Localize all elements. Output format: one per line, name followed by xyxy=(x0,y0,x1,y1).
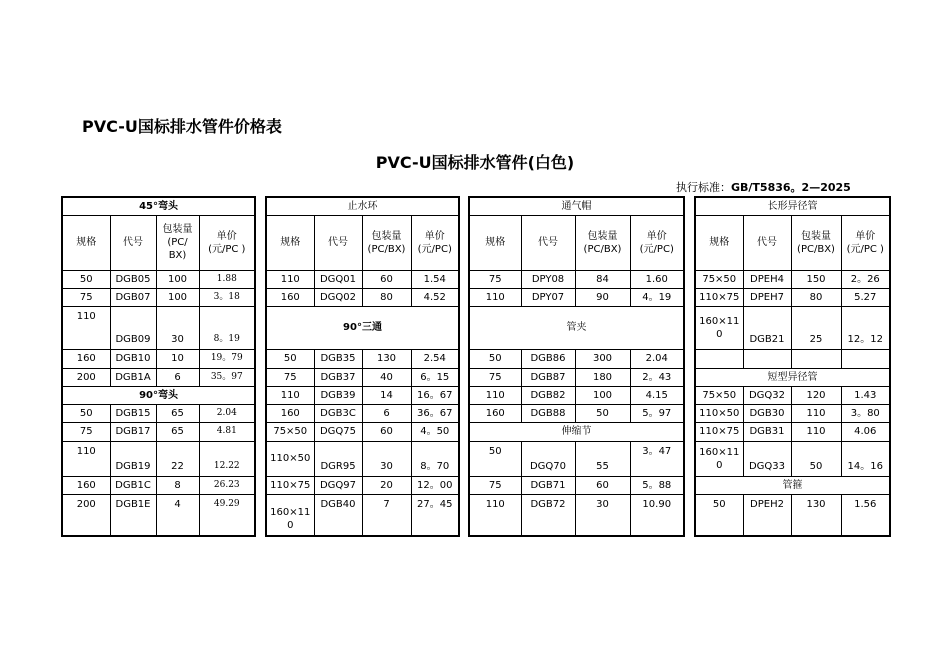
table-cell: DGB40 xyxy=(314,494,362,536)
header-code: 代号 xyxy=(743,215,791,270)
table-cell: 90 xyxy=(575,288,630,306)
table-cell: 110 xyxy=(791,422,841,441)
header-code: 代号 xyxy=(110,215,156,270)
table-cell: 130 xyxy=(791,494,841,536)
table-cell: 1.56 xyxy=(841,494,890,536)
table-cell: DPEH4 xyxy=(743,270,791,288)
table-cell: 2。43 xyxy=(630,368,684,386)
table-cell: 4.15 xyxy=(630,386,684,404)
table-cell: 75 xyxy=(469,368,521,386)
table-row xyxy=(266,368,459,386)
table-cell: 4 xyxy=(156,494,199,536)
table-row xyxy=(266,494,459,536)
table-cell: 110×75 xyxy=(695,422,743,441)
table-cell: 8 xyxy=(156,476,199,494)
header-spec: 规格 xyxy=(62,215,110,270)
table-cell: 5。88 xyxy=(630,476,684,494)
table-cell: 60 xyxy=(362,270,411,288)
price-table-1 xyxy=(61,196,256,537)
table-cell: 35。97 xyxy=(199,368,255,386)
header-price: 单价 (元/PC) xyxy=(630,215,684,270)
standard-value: GB/T5836。2—2025 xyxy=(731,181,851,194)
table-row xyxy=(62,494,255,536)
price-table-2 xyxy=(265,196,460,537)
table-cell: 12。00 xyxy=(411,476,459,494)
table-cell: DGQ75 xyxy=(314,422,362,441)
table-row xyxy=(62,288,255,306)
table-cell: 75 xyxy=(469,270,521,288)
table-cell: 110×75 xyxy=(266,476,314,494)
header-spec: 规格 xyxy=(469,215,521,270)
table-row xyxy=(469,270,684,288)
table-cell: 180 xyxy=(575,368,630,386)
table-row xyxy=(266,349,459,368)
table-cell: 55 xyxy=(575,441,630,476)
table-cell: 4。50 xyxy=(411,422,459,441)
table-row xyxy=(266,422,459,441)
section-expansion-joint: 伸缩节 xyxy=(469,422,684,441)
table-cell: 100 xyxy=(575,386,630,404)
table-row xyxy=(695,441,890,476)
table-cell: DGB71 xyxy=(521,476,575,494)
table-cell: 200 xyxy=(62,494,110,536)
table-row xyxy=(469,386,684,404)
table-cell: 200 xyxy=(62,368,110,386)
table-cell: 2。26 xyxy=(841,270,890,288)
section-vent-cap: 通气帽 xyxy=(469,197,684,215)
table-row xyxy=(62,404,255,422)
table-cell: DPEH7 xyxy=(743,288,791,306)
table-cell: 130 xyxy=(362,349,411,368)
table-cell: 5。97 xyxy=(630,404,684,422)
table-row xyxy=(62,349,255,368)
table-cell: 19。79 xyxy=(199,349,255,368)
table-cell: DGQ02 xyxy=(314,288,362,306)
header-price: 单价 (元/PC ) xyxy=(199,215,255,270)
table-row xyxy=(695,386,890,404)
table-cell: 10 xyxy=(156,349,199,368)
table-cell: 10.90 xyxy=(630,494,684,536)
table-cell: 75×50 xyxy=(695,386,743,404)
header-price: 单价 (元/PC) xyxy=(411,215,459,270)
table-cell: 4.52 xyxy=(411,288,459,306)
table-cell: 30 xyxy=(362,441,411,476)
table-row xyxy=(62,306,255,349)
table-cell: DGB88 xyxy=(521,404,575,422)
table-cell: 160×11 0 xyxy=(695,306,743,349)
table-cell: DPEH2 xyxy=(743,494,791,536)
header-spec: 规格 xyxy=(695,215,743,270)
table-row xyxy=(695,404,890,422)
table-cell: 8。70 xyxy=(411,441,459,476)
table-cell: DGQ33 xyxy=(743,441,791,476)
table-cell: 1.60 xyxy=(630,270,684,288)
table-cell: 75 xyxy=(469,476,521,494)
table-cell: DGB1C xyxy=(110,476,156,494)
table-cell: 160 xyxy=(62,349,110,368)
table-row xyxy=(62,368,255,386)
table-cell: 120 xyxy=(791,386,841,404)
table-row xyxy=(469,404,684,422)
table-cell: 160 xyxy=(62,476,110,494)
table-cell: 1.43 xyxy=(841,386,890,404)
header-pack: 包装量 (PC/BX) xyxy=(791,215,841,270)
table-cell: 60 xyxy=(362,422,411,441)
table-cell: 160 xyxy=(266,288,314,306)
table-cell: 6 xyxy=(156,368,199,386)
table-cell: DGB1A xyxy=(110,368,156,386)
table-cell: 40 xyxy=(362,368,411,386)
table-row xyxy=(469,476,684,494)
page-title: PVC-U国标排水管件价格表 xyxy=(82,117,282,136)
table-cell: DGQ70 xyxy=(521,441,575,476)
table-cell: 110 xyxy=(266,270,314,288)
table-cell: 60 xyxy=(575,476,630,494)
table-cell: DGB05 xyxy=(110,270,156,288)
table-cell: 100 xyxy=(156,270,199,288)
table-cell: 25 xyxy=(791,306,841,349)
table-row xyxy=(469,494,684,536)
table-cell: 3。47 xyxy=(630,441,684,476)
table-cell: 4。19 xyxy=(630,288,684,306)
table-cell: DPY07 xyxy=(521,288,575,306)
table-cell: 75×50 xyxy=(695,270,743,288)
table-cell: 110 xyxy=(469,386,521,404)
table-cell: 22 xyxy=(156,441,199,476)
table-cell: 65 xyxy=(156,422,199,441)
table-cell: 5.27 xyxy=(841,288,890,306)
table-cell xyxy=(695,349,743,368)
table-cell: DGB82 xyxy=(521,386,575,404)
table-cell: DGB3C xyxy=(314,404,362,422)
table-cell: 20 xyxy=(362,476,411,494)
table-row xyxy=(266,288,459,306)
table-cell: 50 xyxy=(575,404,630,422)
table-cell: 84 xyxy=(575,270,630,288)
table-cell: DGB1E xyxy=(110,494,156,536)
table-row xyxy=(62,441,255,476)
table-cell: 36。67 xyxy=(411,404,459,422)
table-row xyxy=(695,306,890,349)
table-cell: 160 xyxy=(469,404,521,422)
table-cell: 110 xyxy=(469,288,521,306)
table-cell xyxy=(791,349,841,368)
table-cell: DGB86 xyxy=(521,349,575,368)
section-long-reducer: 长形异径管 xyxy=(695,197,890,215)
table-cell: 30 xyxy=(575,494,630,536)
header-price: 单价 (元/PC ) xyxy=(841,215,890,270)
header-pack: 包装量 (PC/ BX) xyxy=(156,215,199,270)
table-cell: 75 xyxy=(62,288,110,306)
table-row xyxy=(266,476,459,494)
section-coupling: 管箍 xyxy=(695,476,890,494)
header-code: 代号 xyxy=(521,215,575,270)
table-cell: DGB35 xyxy=(314,349,362,368)
table-cell: DGB10 xyxy=(110,349,156,368)
table-row xyxy=(62,422,255,441)
table-row xyxy=(695,494,890,536)
table-cell: 6。15 xyxy=(411,368,459,386)
table-cell: DGR95 xyxy=(314,441,362,476)
table-cell: 50 xyxy=(469,349,521,368)
table-cell: 110 xyxy=(62,306,110,349)
table-cell: 2.04 xyxy=(630,349,684,368)
section-45-elbow: 45°弯头 xyxy=(62,197,255,215)
section-90-elbow: 90°弯头 xyxy=(62,386,255,404)
table-row xyxy=(469,349,684,368)
table-row xyxy=(62,270,255,288)
table-row xyxy=(266,404,459,422)
table-cell: 80 xyxy=(791,288,841,306)
table-cell: 50 xyxy=(62,404,110,422)
table-cell: 65 xyxy=(156,404,199,422)
table-cell: 3。18 xyxy=(199,288,255,306)
header-pack: 包装量 (PC/BX) xyxy=(575,215,630,270)
table-cell: 4.81 xyxy=(199,422,255,441)
table-cell: 75×50 xyxy=(266,422,314,441)
standard-note xyxy=(676,179,851,195)
table-cell: DGB17 xyxy=(110,422,156,441)
table-cell xyxy=(841,349,890,368)
table-cell: 110 xyxy=(266,386,314,404)
table-row xyxy=(695,288,890,306)
section-water-stop-ring: 止水环 xyxy=(266,197,459,215)
table-cell: 50 xyxy=(791,441,841,476)
table-cell: 160 xyxy=(266,404,314,422)
table-cell: 110×50 xyxy=(695,404,743,422)
table-cell: DGB87 xyxy=(521,368,575,386)
table-cell: DGB30 xyxy=(743,404,791,422)
table-row xyxy=(62,476,255,494)
section-90-tee: 90°三通 xyxy=(266,306,459,349)
header-pack: 包装量 (PC/BX) xyxy=(362,215,411,270)
table-cell: 110 xyxy=(62,441,110,476)
table-cell: 1.54 xyxy=(411,270,459,288)
table-cell: 12。12 xyxy=(841,306,890,349)
table-cell: 1.88 xyxy=(199,270,255,288)
table-cell: 110×50 xyxy=(266,441,314,476)
price-table-3 xyxy=(468,196,685,537)
table-subtitle: PVC-U国标排水管件(白色) xyxy=(375,153,575,172)
table-cell: 2.04 xyxy=(199,404,255,422)
empty-row xyxy=(695,349,890,368)
table-cell: 160×11 0 xyxy=(266,494,314,536)
table-cell: 80 xyxy=(362,288,411,306)
table-cell xyxy=(743,349,791,368)
table-cell: 2.54 xyxy=(411,349,459,368)
table-cell: DGB19 xyxy=(110,441,156,476)
table-cell: DGQ97 xyxy=(314,476,362,494)
table-cell: 50 xyxy=(266,349,314,368)
table-cell: 75 xyxy=(266,368,314,386)
table-cell: 26.23 xyxy=(199,476,255,494)
table-cell: DGB72 xyxy=(521,494,575,536)
table-cell: 300 xyxy=(575,349,630,368)
table-cell: DGB21 xyxy=(743,306,791,349)
table-cell: 30 xyxy=(156,306,199,349)
table-cell: 110×75 xyxy=(695,288,743,306)
table-cell: 6 xyxy=(362,404,411,422)
table-cell: 49.29 xyxy=(199,494,255,536)
table-cell: 27。45 xyxy=(411,494,459,536)
section-pipe-clamp: 管夹 xyxy=(469,306,684,349)
table-row xyxy=(469,288,684,306)
table-cell: 8。19 xyxy=(199,306,255,349)
table-cell: DGB37 xyxy=(314,368,362,386)
table-cell: 50 xyxy=(695,494,743,536)
table-cell: 110 xyxy=(469,494,521,536)
table-cell: 50 xyxy=(62,270,110,288)
table-cell: 14 xyxy=(362,386,411,404)
price-table-4 xyxy=(694,196,891,537)
table-cell: 160×11 0 xyxy=(695,441,743,476)
table-cell: DGB09 xyxy=(110,306,156,349)
table-cell: DGQ01 xyxy=(314,270,362,288)
table-cell: 12.22 xyxy=(199,441,255,476)
table-cell: DGB07 xyxy=(110,288,156,306)
header-code: 代号 xyxy=(314,215,362,270)
table-cell: DGB39 xyxy=(314,386,362,404)
table-cell: 50 xyxy=(469,441,521,476)
table-cell: DGB15 xyxy=(110,404,156,422)
header-spec: 规格 xyxy=(266,215,314,270)
table-cell: 3。80 xyxy=(841,404,890,422)
section-short-reducer: 短型异径管 xyxy=(695,368,890,386)
table-row xyxy=(695,422,890,441)
table-cell: 75 xyxy=(62,422,110,441)
table-row xyxy=(266,441,459,476)
table-cell: 100 xyxy=(156,288,199,306)
table-row xyxy=(469,368,684,386)
table-cell: 7 xyxy=(362,494,411,536)
table-cell: 14。16 xyxy=(841,441,890,476)
table-cell: 150 xyxy=(791,270,841,288)
table-cell: 110 xyxy=(791,404,841,422)
table-cell: DPY08 xyxy=(521,270,575,288)
table-cell: DGQ32 xyxy=(743,386,791,404)
table-row xyxy=(695,270,890,288)
table-row xyxy=(266,386,459,404)
table-cell: 4.06 xyxy=(841,422,890,441)
table-cell: DGB31 xyxy=(743,422,791,441)
table-cell: 16。67 xyxy=(411,386,459,404)
standard-label: 执行标准： xyxy=(676,181,731,194)
table-row xyxy=(469,441,684,476)
table-row xyxy=(266,270,459,288)
